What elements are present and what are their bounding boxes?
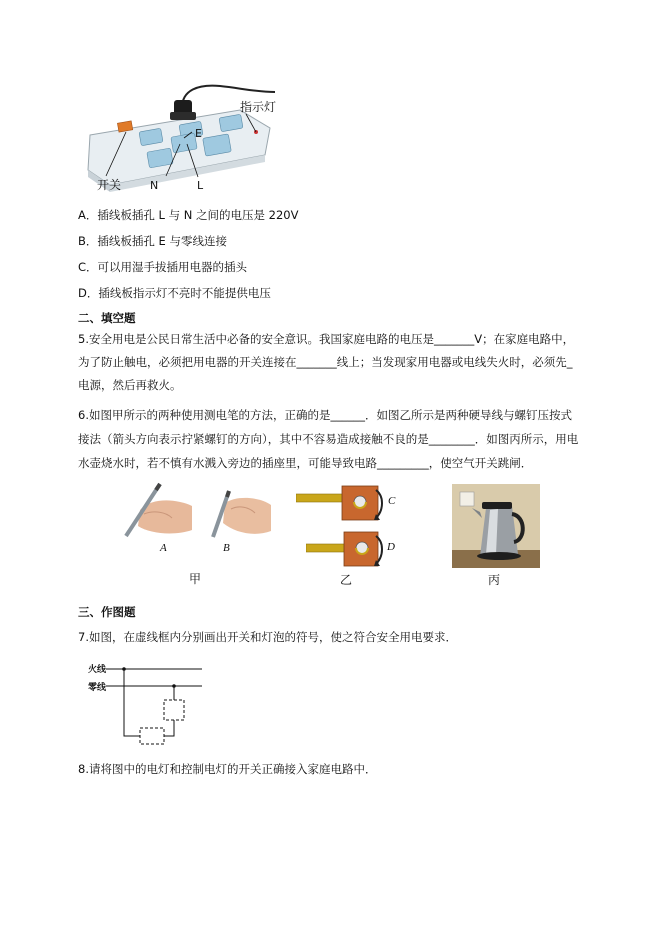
option-a: A．插线板插孔 L 与 N 之间的电压是 220V [78,208,299,222]
label-bing: 丙 [488,573,501,587]
dashed-box-upper [164,700,184,720]
wire-screw-d [306,530,396,570]
label-yi: 乙 [340,573,353,587]
label-l: L [197,179,204,192]
q6-line-1: 6.如图甲所示的两种使用测电笔的方法，正确的是______．如图乙所示是两种硬导线与螺钉压按式 [78,408,572,422]
label-switch: 开关 [97,178,122,192]
circuit-diagram [106,660,206,750]
circuit-diagram-lines [106,660,206,750]
label-jia: 甲 [189,572,202,586]
tester-hand-b-image [205,483,275,541]
tester-hand-a [120,480,200,540]
q5-line-3: 电源，然后再救火。 [78,378,182,392]
q7-text: 7.如图，在虚线框内分别画出开关和灯泡的符号，使之符合安全用电要求． [78,630,457,644]
label-b: B [223,542,230,554]
label-a: A [160,542,167,554]
label-indicator-lamp: 指示灯 [240,100,277,114]
wire-screw-c-image [296,484,396,524]
wire-screw-c [296,484,396,524]
section-title-drawing: 三、作图题 [78,605,136,619]
kettle-image [452,484,540,568]
label-d: D [387,541,395,553]
section-title-fill-in: 二、填空题 [78,311,136,325]
option-c: C．可以用湿手拔插用电器的插头 [78,260,248,274]
option-b: B．插线板插孔 E 与零线连接 [78,234,227,248]
dashed-box-lower [140,728,164,744]
kettle-photo [452,484,540,568]
q5-line-1: 5.安全用电是公民日常生活中必备的安全意识。我国家庭电路的电压是_______V；在家庭电路中， [78,332,575,346]
label-neutral-wire: 零线 [88,683,107,693]
tester-hand-b [205,483,275,541]
q8-text: 8.请将图中的电灯和控制电灯的开关正确接入家庭电路中． [78,762,377,776]
label-e: E [195,127,202,140]
option-d: D．插线板指示灯不亮时不能提供电压 [78,286,271,300]
wire-screw-d-image [306,530,396,570]
label-n: N [150,179,159,192]
label-c: C [388,495,396,507]
q6-line-2: 接法（箭头方向表示拧紧螺钉的方向），其中不容易造成接触不良的是________．如图丙所示，用电 [78,432,579,446]
tester-hand-a-image [120,480,200,540]
q5-line-2: 为了防止触电，必须把用电器的开关连接在_______线上；当发现家用电器或电线失火时，必须先_ [78,355,573,369]
q6-line-3: 水壶烧水时，若不慎有水溅入旁边的插座里，可能导致电路_________，使空气开关跳闸． [78,456,533,470]
label-live-wire: 火线 [88,665,107,675]
